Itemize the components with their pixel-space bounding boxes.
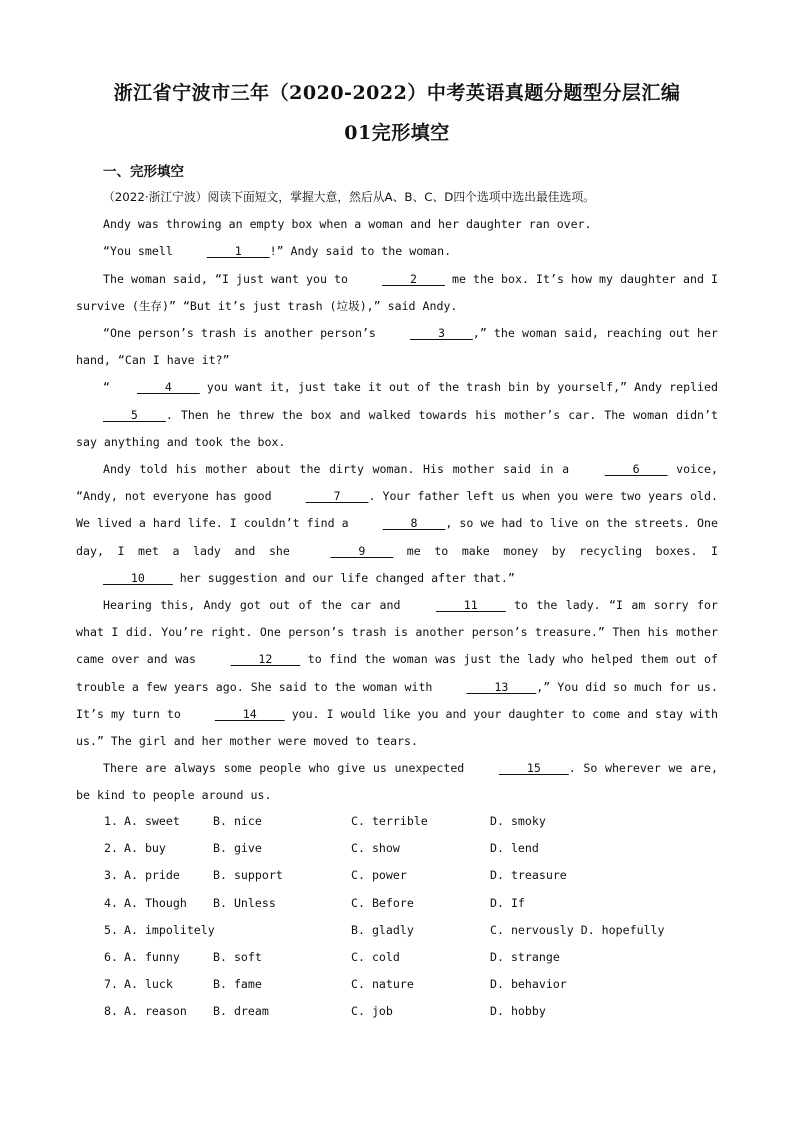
- option-row: [104, 944, 724, 971]
- option-b: B. nice: [213, 814, 262, 828]
- text: her suggestion and our life changed after that.”: [172, 570, 515, 585]
- text: ,” You did so much for us. It’s my turn to: [76, 679, 718, 721]
- text: to find the woman was just the lady who helped them out of trouble a few years ago. She said to the woman with: [76, 652, 719, 694]
- question-number: 2.: [104, 841, 118, 856]
- text: me to make money by recycling boxes. I: [393, 543, 718, 558]
- text: you. I would like you and your daughter to come and stay with us.” The girl and her mother were moved to tears.: [76, 706, 718, 749]
- document-subtitle: 01完形填空: [344, 122, 450, 144]
- option-a: A. reason: [124, 1004, 187, 1019]
- question-number: 4.: [104, 895, 118, 910]
- document-title: 浙江省宁波市三年（2020-2022）中考英语真题分题型分层汇编: [113, 82, 681, 104]
- blank-1: 1: [206, 244, 270, 259]
- question-number: 6.: [104, 949, 118, 964]
- option-d: C. nervously D. hopefully: [490, 922, 665, 937]
- option-d: D. smoky: [490, 814, 546, 828]
- question-number: 3.: [104, 868, 118, 883]
- option-row: [104, 835, 724, 862]
- source-line: （2022·浙江宁波）阅读下面短文，掌握大意，然后从A、B、C、D四个选项中选出最佳选项。: [103, 190, 595, 204]
- option-c: C. terrible: [351, 814, 428, 828]
- option-b: B. soft: [213, 949, 262, 964]
- option-c: C. power: [351, 868, 407, 883]
- option-a: A. funny: [124, 949, 180, 964]
- text: me the box. It’s how my daughter and I survive (生存)” “But it’s just trash (垃圾),” said Andy.: [76, 271, 718, 313]
- blank-8: 8: [382, 516, 446, 531]
- option-b: B. fame: [213, 977, 262, 992]
- question-number: 7.: [104, 977, 118, 992]
- paragraph-8: [76, 755, 718, 809]
- blank-2: 2: [382, 271, 445, 286]
- blank-9: 9: [330, 543, 394, 558]
- blank-14: 14: [214, 706, 285, 721]
- option-a: A. pride: [124, 868, 180, 883]
- paragraph-2: [76, 238, 718, 265]
- text: you want it, just take it out of the trash bin by yourself,” Andy replied: [199, 380, 718, 395]
- paragraph-4: [76, 320, 718, 374]
- text: , so we had to live on the streets. One day, I met a lady and she: [76, 516, 718, 558]
- option-c: C. nature: [351, 977, 414, 992]
- option-b: B. Unless: [213, 895, 276, 910]
- option-d: D. treasure: [490, 868, 567, 883]
- text: to the lady. “I am sorry for what I did. You’re right. One person’s trash is another person’s treasure.” Then his mother came over and was: [76, 598, 718, 667]
- passage: [76, 184, 718, 810]
- text: Hearing this, Andy got out of the car and: [103, 598, 409, 613]
- option-d: D. behavior: [490, 977, 567, 992]
- option-row: [104, 971, 724, 998]
- option-a: A. impolitely: [124, 922, 215, 937]
- blank-10: 10: [103, 570, 173, 585]
- blank-4: 4: [136, 380, 200, 395]
- paragraph-5: [76, 374, 718, 456]
- question-number: 5.: [104, 922, 118, 937]
- blank-12: 12: [230, 652, 301, 667]
- text: There are always some people who give us unexpected: [103, 761, 472, 776]
- text: . Then he threw the box and walked towards his mother’s car. The woman didn’t say anything and took the box.: [76, 407, 718, 449]
- option-row: [104, 890, 724, 917]
- option-d: D. strange: [490, 949, 560, 964]
- option-b: B. support: [213, 868, 283, 883]
- option-row: [104, 808, 724, 835]
- text: . Your father left us when you were two years old. We lived a hard life. I couldn’t find a: [76, 489, 718, 531]
- option-b: B. dream: [213, 1004, 269, 1019]
- text: Andy was throwing an empty box when a woman and her daughter ran over.: [103, 217, 592, 232]
- option-row: [104, 917, 724, 944]
- section-heading: 一、完形填空: [103, 164, 184, 180]
- question-number: 8.: [104, 1004, 118, 1019]
- option-b: B. give: [213, 841, 262, 856]
- paragraph-7: [76, 592, 718, 755]
- text: voice, “Andy, not everyone has good: [76, 462, 718, 504]
- option-c: C. job: [351, 1004, 393, 1019]
- option-row: [104, 862, 724, 889]
- text: . So wherever we are, be kind to people around us.: [76, 761, 718, 803]
- option-c: C. Before: [351, 895, 414, 910]
- option-d: D. lend: [490, 841, 539, 856]
- option-a: A. sweet: [124, 814, 180, 828]
- blank-13: 13: [466, 679, 537, 694]
- option-row: [104, 998, 724, 1025]
- option-d: D. hobby: [490, 1004, 546, 1019]
- option-a: A. buy: [124, 841, 166, 856]
- option-a: A. luck: [124, 977, 173, 992]
- option-d: D. If: [490, 895, 525, 910]
- blank-5: 5: [103, 407, 166, 422]
- blank-7: 7: [305, 489, 369, 504]
- paragraph-6: [76, 456, 718, 592]
- text: ,” the woman said, reaching out her hand, “Can I have it?”: [76, 326, 718, 368]
- text: “One person’s trash is another person’s: [103, 326, 384, 341]
- paragraph-1: [76, 211, 718, 238]
- question-number: 1.: [104, 814, 118, 828]
- answer-options: [104, 808, 724, 1026]
- option-c: C. show: [351, 841, 400, 856]
- text: “You smell: [103, 244, 180, 259]
- option-c: C. cold: [351, 949, 400, 964]
- blank-3: 3: [410, 326, 473, 341]
- text: “: [103, 380, 110, 395]
- text: !” Andy said to the woman.: [269, 244, 452, 259]
- option-c: B. gladly: [351, 922, 414, 937]
- option-a: A. Though: [124, 895, 187, 910]
- paragraph-3: [76, 266, 718, 320]
- text: Andy told his mother about the dirty woman. His mother said in a: [103, 462, 578, 477]
- blank-6: 6: [604, 462, 668, 477]
- blank-11: 11: [435, 598, 506, 613]
- text: The woman said, “I just want you to: [103, 271, 356, 286]
- blank-15: 15: [498, 761, 569, 776]
